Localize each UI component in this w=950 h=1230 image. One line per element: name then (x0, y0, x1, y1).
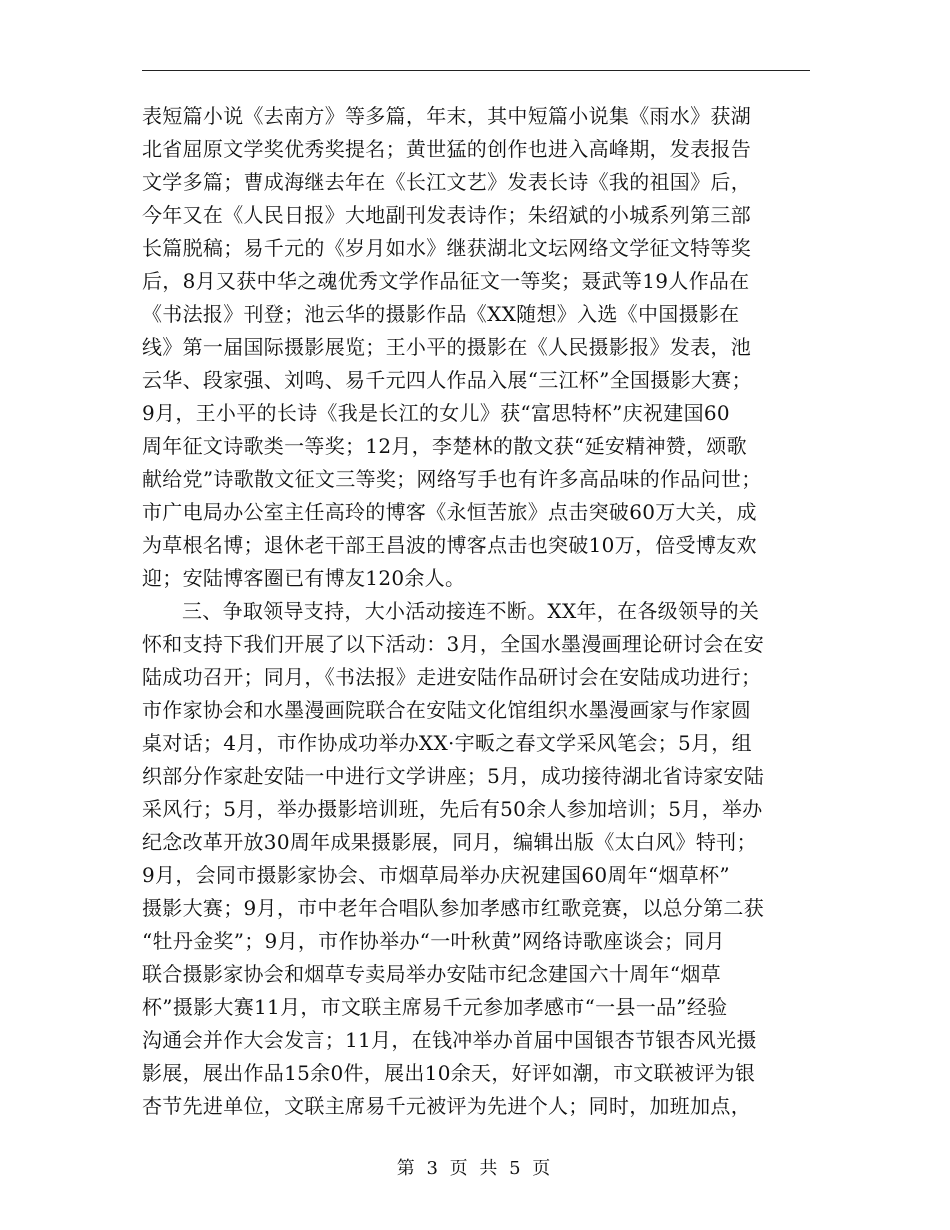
text-line: 今年又在《人民日报》大地副刊发表诗作；朱绍斌的小城系列第三部 (142, 203, 751, 227)
text-line: 沟通会并作大会发言；11月，在钱冲举办首届中国银杏节银杏风光摄 (142, 1028, 757, 1052)
text-line: 迎；安陆博客圈已有博友120余人。 (142, 566, 466, 590)
text-line: 文学多篇；曹成海继去年在《长江文艺》发表长诗《我的祖国》后， (142, 170, 751, 194)
text-line: 后，8月又获中华之魂优秀文学作品征文一等奖；聂武等19人作品在 (142, 269, 750, 293)
text-line: 杯”摄影大赛11月，市文联主席易千元参加孝感市“一县一品”经验 (142, 995, 728, 1019)
text-line: 陆成功召开；同月，《书法报》走进安陆作品研讨会在安陆成功进行； (142, 665, 762, 689)
text-line: 表短篇小说《去南方》等多篇，年末，其中短篇小说集《雨水》获湖 (142, 104, 751, 128)
text-line: 北省屈原文学奖优秀奖提名；黄世猛的创作也进入高峰期，发表报告 (142, 137, 751, 161)
text-line: 摄影大赛；9月，市中老年合唱队参加孝感市红歌竞赛，以总分第二获 (142, 896, 765, 920)
text-line: 联合摄影家协会和烟草专卖局举办安陆市纪念建国六十周年“烟草 (142, 962, 721, 986)
text-line: 线》第一届国际摄影展览；王小平的摄影在《人民摄影报》发表，池 (142, 335, 751, 359)
text-line: 市作家协会和水墨漫画院联合在安陆文化馆组织水墨漫画家与作家圆 (142, 698, 751, 722)
text-line: 采风行；5月，举办摄影培训班，先后有50余人参加培训；5月，举办 (142, 797, 763, 821)
page-number-footer: 第 3 页 共 5 页 (396, 1158, 554, 1179)
text-line: 桌对话；4月，市作协成功举办XX·宇畈之春文学采风笔会；5月，组 (142, 731, 752, 755)
text-line: 为草根名博；退休老干部王昌波的博客点击也突破10万，倍受博友欢 (142, 533, 757, 557)
text-line: 怀和支持下我们开展了以下活动：3月，全国水墨漫画理论研讨会在安 (142, 632, 765, 656)
text-line: 《书法报》刊登；池云华的摄影作品《XX随想》入选《中国摄影在 (142, 302, 740, 326)
text-line: 纪念改革开放30周年成果摄影展，同月，编辑出版《太白风》特刊； (142, 830, 757, 854)
text-line: 织部分作家赴安陆一中进行文学讲座；5月，成功接待湖北省诗家安陆 (142, 764, 765, 788)
text-line: 市广电局办公室主任高玲的博客《永恒苦旅》点击突破60万大关，成 (142, 500, 757, 524)
text-line: 杏节先进单位，文联主席易千元被评为先进个人；同时，加班加点， (142, 1094, 751, 1118)
body-text (142, 100, 822, 1123)
text-line: 长篇脱稿；易千元的《岁月如水》继获湖北文坛网络文学征文特等奖 (142, 236, 751, 260)
text-line: 9月，王小平的长诗《我是长江的女儿》获“富思特杯”庆祝建国60 (142, 401, 730, 425)
header-divider (142, 70, 810, 71)
text-line: 影展，展出作品15余0件，展出10余天，好评如潮，市文联被评为银 (142, 1061, 756, 1085)
text-line: 周年征文诗歌类一等奖；12月，李楚林的散文获“延安精神赞，颂歌 (142, 434, 747, 458)
text-line: 献给党”诗歌散文征文三等奖；网络写手也有许多高品味的作品问世； (142, 467, 762, 491)
text-line: “牡丹金奖”；9月，市作协举办“一叶秋黄”网络诗歌座谈会；同月 (142, 929, 725, 953)
paragraph-first-line: 三、争取领导支持，大小活动接连不断。XX年，在各级领导的关 (182, 599, 760, 623)
text-line: 云华、段家强、刘鸣、易千元四人作品入展“三江杯”全国摄影大赛； (142, 368, 752, 392)
text-line: 9月，会同市摄影家协会、市烟草局举办庆祝建国60周年“烟草杯” (142, 863, 730, 887)
